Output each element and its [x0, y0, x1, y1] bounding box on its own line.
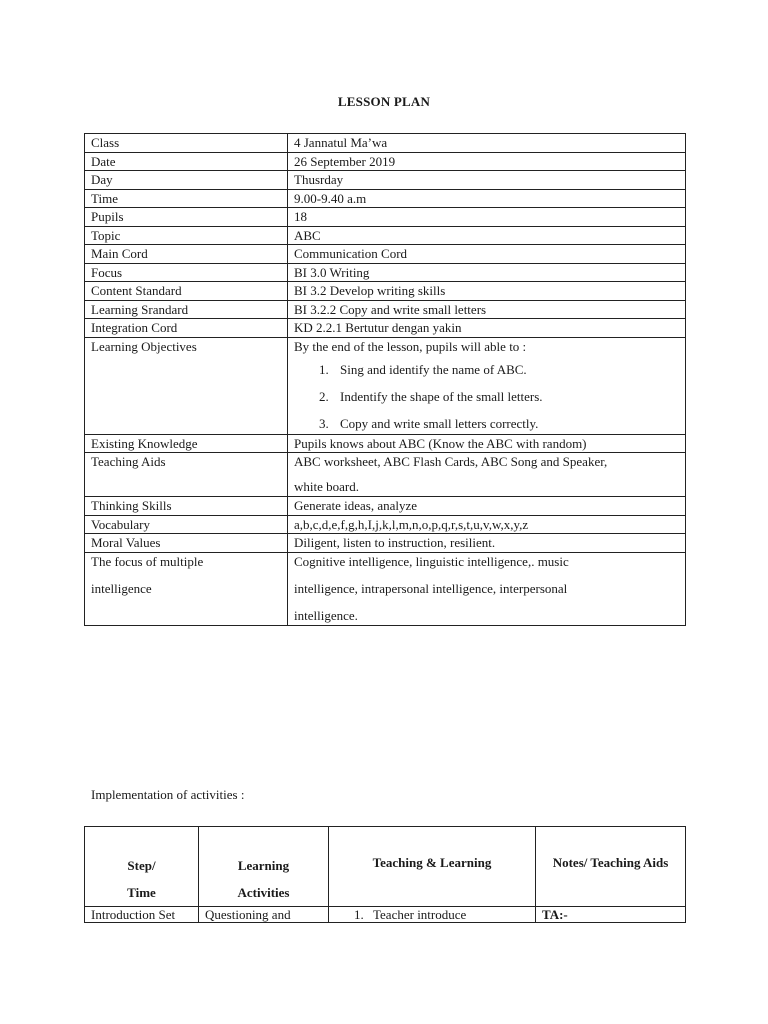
table-row	[85, 226, 686, 245]
topic-label: Topic	[85, 226, 288, 245]
date-value: 26 September 2019	[288, 152, 686, 171]
list-number: 1.	[354, 907, 364, 922]
moral-values-label: Moral Values	[85, 534, 288, 553]
multiple-intelligence-value: intelligence, intrapersonal intelligence, interpersonal	[294, 580, 568, 596]
table-row	[85, 189, 686, 208]
date-label: Date	[85, 152, 288, 171]
multiple-intelligence-value: intelligence.	[294, 607, 358, 623]
lesson-plan-table	[84, 133, 686, 626]
table-header-row	[85, 827, 686, 907]
table-row	[85, 434, 686, 453]
table-row	[85, 907, 686, 923]
teaching-aids-line: ABC worksheet, ABC Flash Cards, ABC Song and Speaker,	[294, 454, 608, 469]
column-header-step	[85, 827, 199, 907]
content-standard-value: BI 3.2 Develop writing skills	[288, 282, 686, 301]
header-line: Activities	[237, 885, 290, 900]
teaching-aids-label: Teaching Aids	[85, 453, 288, 497]
header-line: Notes/ Teaching Aids	[552, 855, 669, 870]
implementation-heading: Implementation of activities :	[91, 787, 245, 802]
integration-cord-value: KD 2.2.1 Bertutur dengan yakin	[288, 319, 686, 338]
time-label: Time	[85, 189, 288, 208]
moral-values-value: Diligent, listen to instruction, resilient.	[288, 534, 686, 553]
objective-text: Copy and write small letters correctly.	[340, 416, 539, 431]
time-value: 9.00-9.40 a.m	[288, 189, 686, 208]
class-value: 4 Jannatul Ma’wa	[288, 134, 686, 153]
column-header-activities	[199, 827, 329, 907]
objectives-intro: By the end of the lesson, pupils will able to :	[294, 338, 527, 354]
header-line: Learning	[237, 858, 290, 873]
table-row	[85, 515, 686, 534]
table-row	[85, 337, 686, 434]
thinking-skills-value: Generate ideas, analyze	[288, 497, 686, 516]
learning-standard-value: BI 3.2.2 Copy and write small letters	[288, 300, 686, 319]
page-title: LESSON PLAN	[337, 94, 431, 109]
implementation-table	[84, 826, 686, 923]
header-line: Time	[127, 885, 156, 900]
multiple-intelligence-label: intelligence	[91, 580, 152, 596]
objectives-list	[294, 361, 679, 432]
table-row	[85, 208, 686, 227]
topic-value: ABC	[288, 226, 686, 245]
table-row	[85, 552, 686, 625]
multiple-intelligence-value: Cognitive intelligence, linguistic intelligence,. music	[294, 553, 569, 569]
table-row	[85, 497, 686, 516]
table-row	[85, 319, 686, 338]
teaching-text: Teacher introduce	[373, 907, 467, 922]
list-item	[319, 361, 679, 378]
list-number: 3.	[319, 416, 329, 431]
table-row	[85, 134, 686, 153]
table-row	[85, 245, 686, 264]
pupils-label: Pupils	[85, 208, 288, 227]
multiple-intelligence-label-cell	[85, 552, 288, 625]
activity-cell: Questioning and	[199, 907, 329, 923]
existing-knowledge-label: Existing Knowledge	[85, 434, 288, 453]
existing-knowledge-value: Pupils knows about ABC (Know the ABC with random)	[288, 434, 686, 453]
table-row	[85, 453, 686, 497]
main-cord-label: Main Cord	[85, 245, 288, 264]
column-header-teaching	[329, 827, 536, 907]
list-item	[319, 415, 679, 432]
objectives-label: Learning Objectives	[85, 337, 288, 434]
header-line: Step/	[127, 858, 156, 873]
focus-label: Focus	[85, 263, 288, 282]
table-row	[85, 263, 686, 282]
learning-standard-label: Learning Srandard	[85, 300, 288, 319]
day-value: Thusrday	[288, 171, 686, 190]
multiple-intelligence-value-cell	[288, 552, 686, 625]
column-header-notes	[536, 827, 686, 907]
multiple-intelligence-label: The focus of multiple	[91, 553, 204, 569]
table-row	[85, 282, 686, 301]
table-row	[85, 171, 686, 190]
list-item	[319, 388, 679, 405]
day-label: Day	[85, 171, 288, 190]
class-label: Class	[85, 134, 288, 153]
content-standard-label: Content Standard	[85, 282, 288, 301]
list-number: 1.	[319, 362, 329, 377]
pupils-value: 18	[288, 208, 686, 227]
objective-text: Sing and identify the name of ABC.	[340, 362, 527, 377]
teaching-cell	[329, 907, 536, 923]
notes-cell: TA:-	[536, 907, 686, 923]
vocabulary-label: Vocabulary	[85, 515, 288, 534]
table-row	[85, 152, 686, 171]
teaching-aids-line: white board.	[294, 479, 359, 494]
thinking-skills-label: Thinking Skills	[85, 497, 288, 516]
main-cord-value: Communication Cord	[288, 245, 686, 264]
table-row	[85, 534, 686, 553]
header-line: Teaching & Learning	[372, 855, 492, 870]
table-row	[85, 300, 686, 319]
teaching-aids-cell	[288, 453, 686, 497]
step-cell: Introduction Set	[85, 907, 199, 923]
vocabulary-value: a,b,c,d,e,f,g,h,I,j,k,l,m,n,o,p,q,r,s,t,u,v,w,x,y,z	[288, 515, 686, 534]
objective-text: Indentify the shape of the small letters.	[340, 389, 543, 404]
list-number: 2.	[319, 389, 329, 404]
objectives-cell	[288, 337, 686, 434]
integration-cord-label: Integration Cord	[85, 319, 288, 338]
focus-value: BI 3.0 Writing	[288, 263, 686, 282]
